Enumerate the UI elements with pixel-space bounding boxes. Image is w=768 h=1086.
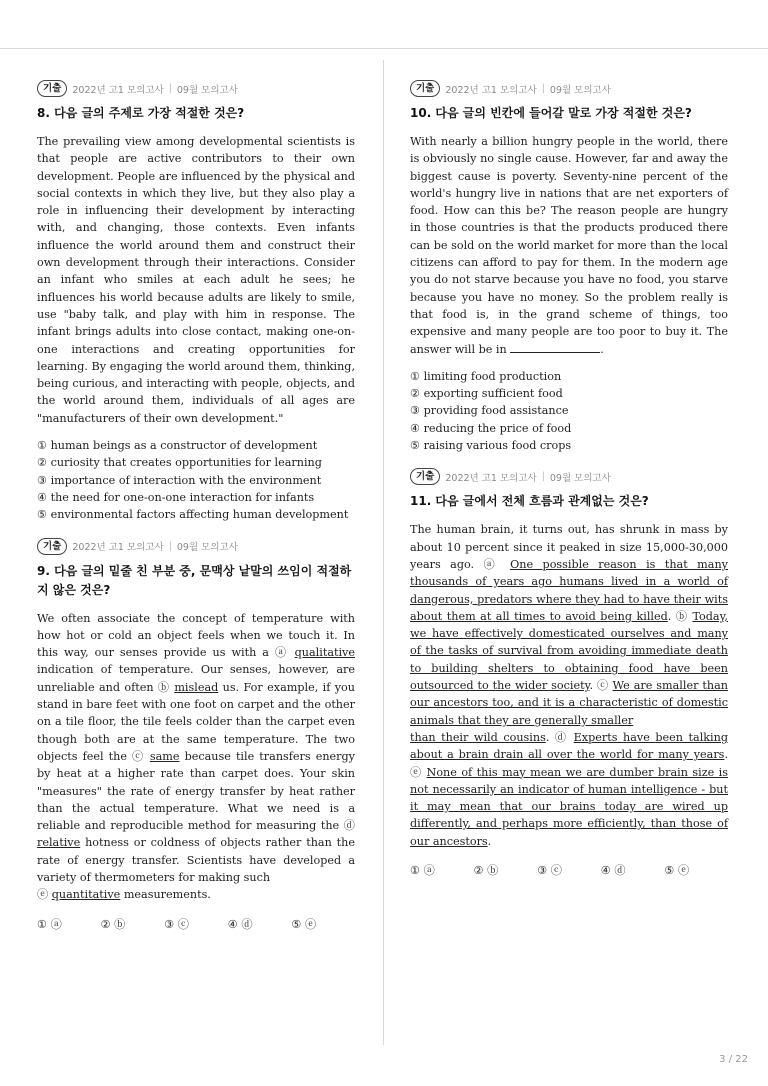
marker-d: ⓓ <box>554 730 569 744</box>
q8-title: 8. 다음 글의 주제로 가장 적절한 것은? <box>37 106 245 120</box>
q8-options <box>37 437 355 523</box>
underlined-word-d: relative <box>37 836 81 850</box>
option[interactable]: ② exporting sufficient food <box>410 387 563 401</box>
tag-pill: 기출 <box>410 468 440 485</box>
option[interactable]: ② curiosity that creates opportunities for learning <box>37 456 322 470</box>
q9-source-tag: 기출 2022년 고1 모의고사 | 09월 모의고사 <box>37 538 355 555</box>
q11-passage: The human brain, it turns out, has shrunk in mass by about 10 percent since it peaked in size 15,000-30,000 years ago. ⓐ One possible reason is that many thousands of years ago humans lived in a world of dangerous, predators where they had to have their wits about them at all times to avoid being killed. ⓑ Today, we have effectively domesticated ourselves and many of the tasks of survival from avoiding immediate death to building shelters to obtaining food have been outsourced to the wider society. ⓒ We are smaller than our ancestors too, and it is a characteristic of domestic animals that they are generally smaller than their wild cousins. ⓓ Experts have been talking about a brain drain all over the world for many years. ⓔ None of this may mean we are dumber brain size is not necessarily an indicator of human intelligence - but it may mean that our brains today are wired up differently, and perhaps more efficiently, than those of our ancestors. <box>410 523 728 848</box>
underlined-word-b: mislead <box>174 680 219 694</box>
option[interactable]: ③ importance of interaction with the environment <box>37 473 322 487</box>
choice[interactable]: ② ⓑ <box>473 863 499 877</box>
choice[interactable]: ③ ⓒ <box>537 863 562 877</box>
q8-passage: The prevailing view among developmental scientists is that people are active contributors to their own development. People are influenced by the physical and social contexts in which they live, but they also play a role in influencing their development by interacting with, and changing, those contexts. Even infants influence the world around them and construct their own development through their interactions. Consider an infant who smiles at each adult he sees; he influences his world because adults are likely to smile, use "baby talk, and play with him in response. The infant brings adults into close contact, making one-on-one interactions and creating opportunities for learning. By engaging the world around them, thinking, being curious, and interacting with people, objects, and the world around them, individuals of all ages are "manufacturers of their own development." <box>37 135 355 425</box>
answer-blank <box>510 342 600 353</box>
underlined-sentence-a: One possible reason is that many thousands of years ago humans lived in a world of dangerous, predators where they had to have their wits about them at all times to avoid being killed <box>410 557 728 623</box>
source-month: 09월 모의고사 <box>549 84 611 96</box>
column-divider <box>383 60 384 1045</box>
q9-title: 9. 다음 글의 밑줄 친 부분 중, 문맥상 낱말의 쓰임이 적절하지 않은 것은? <box>37 563 352 597</box>
source-year: 2022년 고1 모의고사 <box>445 472 537 484</box>
source-year: 2022년 고1 모의고사 <box>445 84 537 96</box>
marker-e: ⓔ <box>410 765 423 779</box>
underlined-word-e: quantitative <box>51 888 121 902</box>
underlined-sentence-b: Today, we have effectively domesticated ourselves and many of the tasks of survival from avoiding immediate death to building shelters to obtaining food have been outsourced to the wider society <box>410 609 728 693</box>
underlined-sentence-c-cont: than their wild cousins <box>410 730 546 744</box>
option[interactable]: ⑤ environmental factors affecting human development <box>37 508 349 522</box>
source-year: 2022년 고1 모의고사 <box>72 542 164 554</box>
choice[interactable]: ⑤ ⓔ <box>291 917 317 931</box>
tag-pill: 기출 <box>37 80 67 97</box>
choice[interactable]: ⑤ ⓔ <box>664 863 690 877</box>
q10-source-tag: 기출 2022년 고1 모의고사 | 09월 모의고사 <box>410 80 728 97</box>
q9-choices <box>37 916 355 932</box>
choice[interactable]: ① ⓐ <box>410 863 435 877</box>
marker-a: ⓐ <box>483 557 501 571</box>
option[interactable]: ① limiting food production <box>410 369 562 383</box>
underlined-sentence-d: Experts have been talking about a brain drain all over the world for many years <box>410 730 728 762</box>
marker-b: ⓑ <box>157 680 170 694</box>
q11-choices <box>410 862 728 878</box>
choice[interactable]: ④ ⓓ <box>600 863 626 877</box>
choice[interactable]: ① ⓐ <box>37 917 62 931</box>
marker-b: ⓑ <box>675 609 688 623</box>
left-column <box>37 80 355 932</box>
marker-e: ⓔ <box>37 888 49 902</box>
q11-source-tag: 기출 2022년 고1 모의고사 | 09월 모의고사 <box>410 468 728 485</box>
page-number: 3 / 22 <box>719 1054 748 1065</box>
choice[interactable]: ② ⓑ <box>100 917 126 931</box>
q10-options <box>410 368 728 454</box>
header-rule <box>0 48 768 49</box>
right-column <box>410 80 728 878</box>
source-month: 09월 모의고사 <box>176 542 238 554</box>
underlined-sentence-c: We are smaller than our ancestors too, and it is a characteristic of domestic animals that they are generally smaller <box>410 679 728 727</box>
tag-pill: 기출 <box>37 538 67 555</box>
underlined-word-c: same <box>149 749 180 763</box>
option[interactable]: ④ the need for one-on-one interaction for infants <box>37 490 315 504</box>
option[interactable]: ⑤ raising various food crops <box>410 439 572 453</box>
q9-passage: We often associate the concept of temperature with how hot or cold an object feels when we touch it. In this way, our senses provide us with a ⓐ qualitative indication of temperature. Our senses, however, are unreliable and often ⓑ mislead us. For example, if you stand in bare feet with one foot on carpet and the other on a tile floor, the tile feels colder than the carpet even though both are at the same temperature. The two objects feel the ⓒ same because tile transfers energy by heat at a higher rate than carpet does. Your skin "measures" the rate of energy transfer by heat rather than the actual temperature. What we need is a reliable and reproducible method for measuring the ⓓ relative hotness or coldness of objects rather than the rate of energy transfer. Scientists have developed a variety of thermometers for making such ⓔ quantitative measurements. <box>37 611 355 902</box>
option[interactable]: ④ reducing the price of food <box>410 421 572 435</box>
source-month: 09월 모의고사 <box>549 472 611 484</box>
source-year: 2022년 고1 모의고사 <box>72 84 164 96</box>
source-month: 09월 모의고사 <box>176 84 238 96</box>
marker-c: ⓒ <box>132 749 145 763</box>
marker-d: ⓓ <box>343 819 355 833</box>
choice[interactable]: ④ ⓓ <box>227 917 253 931</box>
marker-a: ⓐ <box>274 646 289 660</box>
option[interactable]: ③ providing food assistance <box>410 404 569 418</box>
q10-title: 10. 다음 글의 빈칸에 들어갈 말로 가장 적절한 것은? <box>410 106 692 120</box>
underlined-word-a: qualitative <box>294 646 355 660</box>
option[interactable]: ① human beings as a constructor of development <box>37 439 318 453</box>
marker-c: ⓒ <box>596 679 609 693</box>
q8-source-tag: 기출 2022년 고1 모의고사 | 09월 모의고사 <box>37 80 355 97</box>
underlined-sentence-e: None of this may mean we are dumber brain size is not necessarily an indicator of human intelligence - but it may mean that our brains today are wired up differently, and perhaps more efficiently, than those of our ancestors <box>410 765 728 848</box>
q11-title: 11. 다음 글에서 전체 흐름과 관계없는 것은? <box>410 494 649 509</box>
tag-pill: 기출 <box>410 80 440 97</box>
q10-passage: With nearly a billion hungry people in the world, there is obviously no single cause. However, far and away the biggest cause is poverty. Seventy-nine percent of the world's hungry live in nations that are net exporters of food. How can this be? The reason people are hungry in those countries is that the products produced there can be sold on the world market for more than the local citizens can afford to pay for them. In the modern age you do not starve because you have no food, you starve because you have no money. So the problem really is that food is, in the grand scheme of things, too expensive and many people are too poor to buy it. The answer will be in . <box>410 135 728 356</box>
choice[interactable]: ③ ⓒ <box>164 917 189 931</box>
